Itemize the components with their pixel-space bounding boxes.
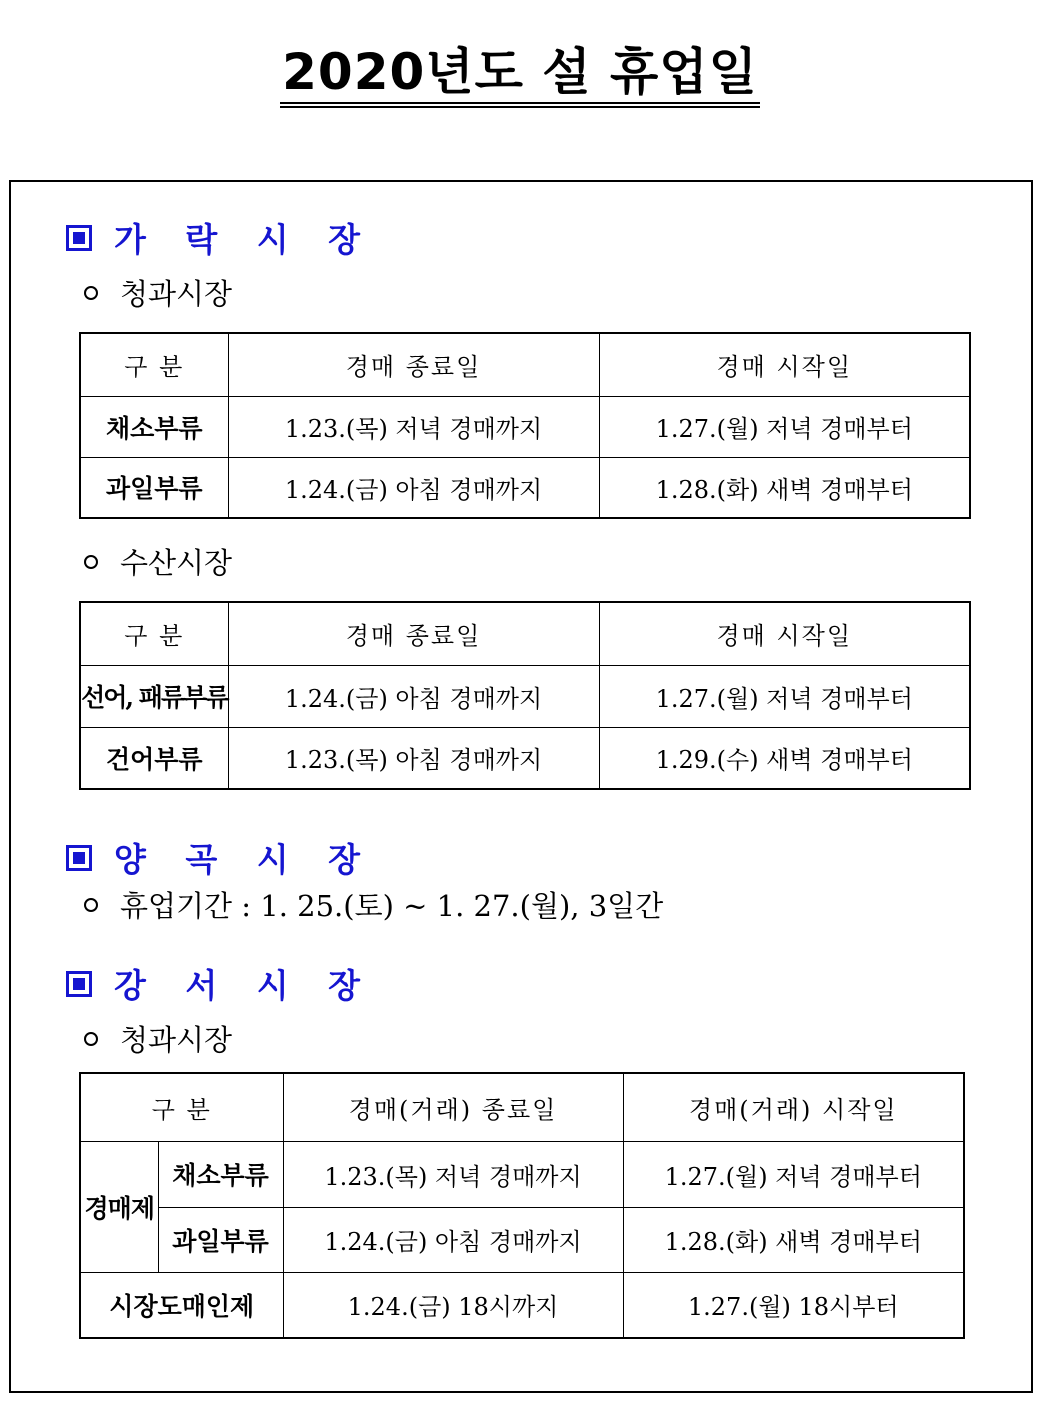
square-bullet-icon (66, 225, 92, 251)
row-category: 선어, 패류부류 (80, 665, 228, 727)
section-gangseo (66, 960, 374, 1007)
sub-gangseo-produce-label: 청과시장 (120, 1023, 233, 1057)
circle-bullet-icon (84, 1032, 98, 1046)
row-category-wholesale: 시장도매인제 (80, 1272, 283, 1338)
table-garak-produce (79, 332, 971, 519)
sub-yanggok-closure (84, 884, 663, 925)
header-start: 경매 시작일 (599, 602, 970, 665)
header-category: 구 분 (80, 333, 228, 396)
table-row (80, 1141, 964, 1207)
row-start-date: 1.29.(수) 새벽 경매부터 (599, 727, 970, 789)
square-bullet-icon (66, 971, 92, 997)
section-gangseo-heading: 강 서 시 장 (114, 966, 374, 1005)
table-row (80, 457, 970, 518)
row-start-date: 1.27.(월) 저녁 경매부터 (599, 665, 970, 727)
header-category: 구 분 (80, 602, 228, 665)
row-start-date: 1.28.(화) 새벽 경매부터 (623, 1207, 964, 1272)
table-header-row (80, 1073, 964, 1141)
circle-bullet-icon (84, 286, 98, 300)
sub-garak-produce (84, 272, 232, 313)
row-end-date: 1.23.(목) 저녁 경매까지 (283, 1141, 623, 1207)
row-start-date: 1.27.(월) 18시부터 (623, 1272, 964, 1338)
circle-bullet-icon (84, 555, 98, 569)
row-end-date: 1.23.(목) 저녁 경매까지 (228, 396, 599, 457)
row-end-date: 1.24.(금) 아침 경매까지 (228, 457, 599, 518)
section-yanggok-heading: 양 곡 시 장 (114, 840, 374, 879)
circle-bullet-icon (84, 898, 98, 912)
row-category: 채소부류 (158, 1141, 283, 1207)
section-garak (66, 214, 374, 261)
page-title: 2020년도 설 휴업일 (280, 42, 760, 108)
row-end-date: 1.24.(금) 18시까지 (283, 1272, 623, 1338)
sub-garak-seafood-label: 수산시장 (120, 546, 233, 580)
section-yanggok (66, 834, 374, 881)
row-category: 건어부류 (80, 727, 228, 789)
table-row (80, 1272, 964, 1338)
row-end-date: 1.24.(금) 아침 경매까지 (283, 1207, 623, 1272)
row-start-date: 1.28.(화) 새벽 경매부터 (599, 457, 970, 518)
header-category: 구 분 (80, 1073, 283, 1141)
square-bullet-icon (66, 845, 92, 871)
row-group-auction: 경매제 (80, 1141, 158, 1272)
title-wrap (0, 42, 1040, 108)
sub-gangseo-produce (84, 1018, 232, 1059)
row-category: 과일부류 (80, 457, 228, 518)
sub-garak-produce-label: 청과시장 (120, 277, 233, 311)
table-row (80, 665, 970, 727)
table-garak-seafood (79, 601, 971, 790)
table-header-row (80, 602, 970, 665)
section-garak-heading: 가 락 시 장 (114, 220, 374, 259)
header-start: 경매 시작일 (599, 333, 970, 396)
table-gangseo-produce (79, 1072, 965, 1339)
header-end: 경매(거래) 종료일 (283, 1073, 623, 1141)
header-end: 경매 종료일 (228, 602, 599, 665)
header-start: 경매(거래) 시작일 (623, 1073, 964, 1141)
table-row (80, 727, 970, 789)
row-category: 채소부류 (80, 396, 228, 457)
yanggok-closure-text: 휴업기간 : 1. 25.(토) ~ 1. 27.(월), 3일간 (120, 889, 664, 923)
sub-garak-seafood (84, 541, 232, 582)
row-start-date: 1.27.(월) 저녁 경매부터 (599, 396, 970, 457)
row-category: 과일부류 (158, 1207, 283, 1272)
header-end: 경매 종료일 (228, 333, 599, 396)
table-header-row (80, 333, 970, 396)
row-end-date: 1.24.(금) 아침 경매까지 (228, 665, 599, 727)
table-row (80, 396, 970, 457)
table-row (80, 1207, 964, 1272)
row-start-date: 1.27.(월) 저녁 경매부터 (623, 1141, 964, 1207)
row-end-date: 1.23.(목) 아침 경매까지 (228, 727, 599, 789)
